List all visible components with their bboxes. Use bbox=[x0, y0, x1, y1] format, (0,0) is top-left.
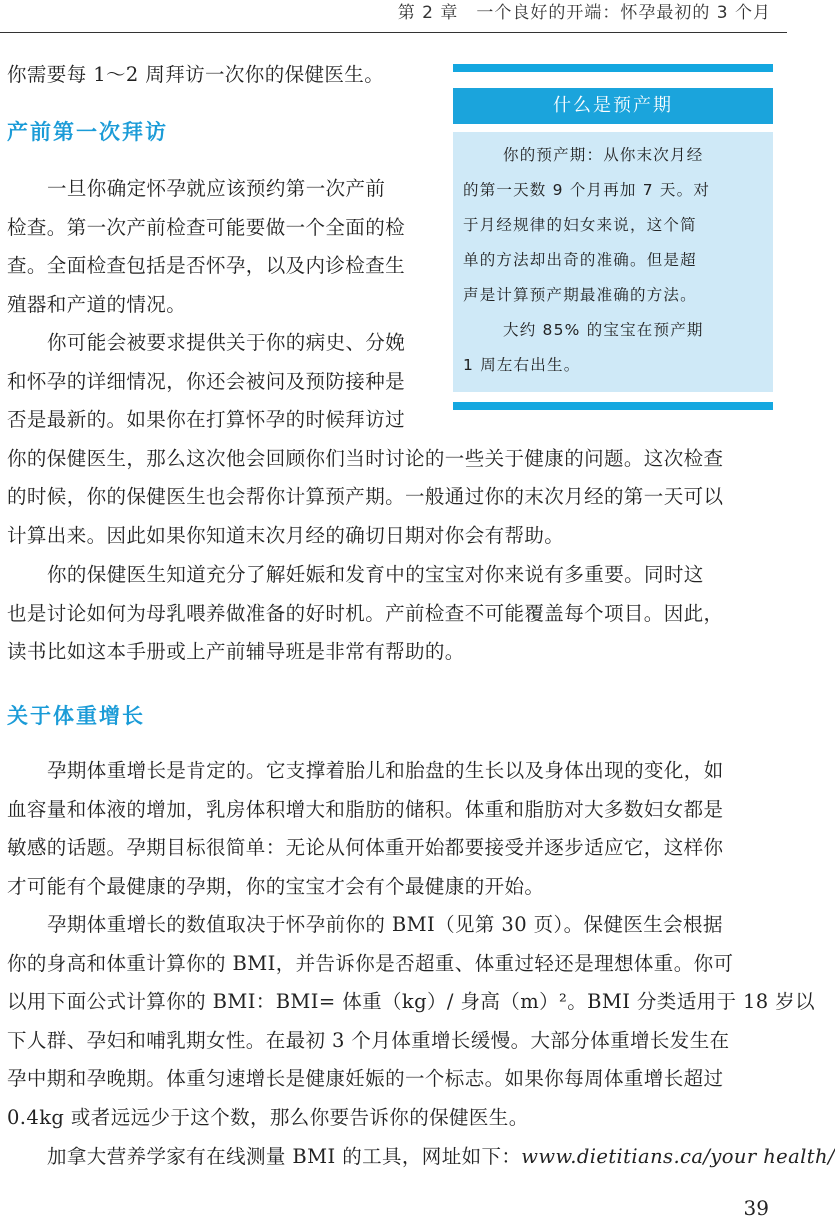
callout-body bbox=[453, 132, 773, 392]
section-heading-weight-gain: 关于体重增长 bbox=[7, 704, 145, 728]
due-date-callout bbox=[453, 64, 773, 410]
text-line: 你可能会被要求提供关于你的病史、分娩 bbox=[47, 331, 406, 354]
text-line: 一旦你确定怀孕就应该预约第一次产前 bbox=[47, 177, 386, 200]
section-heading-first-visit: 产前第一次拜访 bbox=[7, 120, 168, 144]
text-line: 血容量和体液的增加，乳房体积增大和脂肪的储积。体重和脂肪对大多数妇女都是 bbox=[7, 797, 724, 821]
paragraph-first-visit bbox=[7, 170, 405, 324]
text-line bbox=[7, 1138, 835, 1177]
callout-line: 于月经规律的妇女来说，这个简 bbox=[463, 216, 697, 234]
intro-line: 你需要每 1～2 周拜访一次你的保健医生。 bbox=[7, 63, 385, 86]
text-line: 查。全面检查包括是否怀孕，以及内诊检查生 bbox=[7, 254, 406, 277]
callout-line: 单的方法却出奇的准确。但是超 bbox=[463, 251, 697, 269]
paragraph-bmi-tool bbox=[7, 1138, 835, 1177]
text-line: 孕期体重增长的数值取决于怀孕前你的 BMI（见第 30 页）。保健医生会根据 bbox=[47, 913, 723, 936]
text-line: 敏感的话题。孕期目标很简单：无论从何体重开始都要接受并逐步适应它，这样你 bbox=[7, 836, 724, 859]
callout-line: 你的预产期：从你末次月经 bbox=[503, 146, 704, 164]
text-line: 孕中期和孕晚期。体重匀速增长是健康妊娠的一个标志。如果你每周体重增长超过 bbox=[7, 1067, 724, 1090]
text-line: 也是讨论如何为母乳喂养做准备的好时机。产前检查不可能覆盖每个项目。因此， bbox=[7, 601, 724, 625]
callout-top-bar bbox=[453, 64, 773, 72]
text-line: 读书比如这本手册或上产前辅导班是非常有帮助的。 bbox=[7, 640, 465, 663]
callout-line: 声是计算预产期最准确的方法。 bbox=[463, 286, 697, 304]
text-line: 下人群、孕妇和哺乳期女性。在最初 3 个月体重增长缓慢。大部分体重增长发生在 bbox=[7, 1028, 730, 1052]
text-line: 否是最新的。如果你在打算怀孕的时候拜访过 bbox=[7, 408, 406, 431]
callout-line: 1 周左右出生。 bbox=[463, 356, 581, 374]
paragraph-bmi bbox=[7, 906, 815, 1137]
callout-line: 大约 85% 的宝宝在预产期 bbox=[503, 321, 704, 339]
text-line: 殖器和产道的情况。 bbox=[7, 292, 187, 316]
text-line: 的时候，你的保健医生也会帮你计算预产期。一般通过你的末次月经的第一天可以 bbox=[7, 485, 724, 508]
text-line: 检查。第一次产前检查可能要做一个全面的检 bbox=[7, 215, 406, 239]
paragraph-breastfeeding bbox=[7, 556, 723, 672]
bmi-tool-text: 加拿大营养学家有在线测量 BMI 的工具，网址如下： bbox=[47, 1145, 522, 1168]
page-number: 39 bbox=[743, 1196, 769, 1220]
text-line: 你的保健医生，那么这次他会回顾你们当时讨论的一些关于健康的问题。这次检查 bbox=[7, 446, 724, 470]
callout-line: 的第一天数 9 个月再加 7 天。对 bbox=[463, 181, 711, 199]
text-line: 0.4kg 或者远远少于这个数，那么你要告诉你的保健医生。 bbox=[7, 1105, 529, 1129]
text-line: 你的保健医生知道充分了解妊娠和发育中的宝宝对你来说有多重要。同时这 bbox=[47, 563, 704, 586]
text-line: 计算出来。因此如果你知道末次月经的确切日期对你会有帮助。 bbox=[7, 523, 565, 547]
callout-bottom-bar bbox=[453, 402, 773, 410]
paragraph-weight-gain bbox=[7, 752, 724, 906]
header-rule bbox=[0, 32, 787, 33]
text-line: 才可能有个最健康的孕期，你的宝宝才会有个最健康的开始。 bbox=[7, 874, 545, 898]
text-line: 孕期体重增长是肯定的。它支撑着胎儿和胎盘的生长以及身体出现的变化，如 bbox=[47, 759, 724, 782]
dietitians-url-link[interactable]: www.dietitians.ca/your health/ bbox=[521, 1145, 835, 1168]
text-line: 以用下面公式计算你的 BMI：BMI= 体重（kg）/ 身高（m）²。BMI 分类适用于 18 岁以 bbox=[7, 990, 816, 1013]
text-line: 和怀孕的详细情况，你还会被问及预防接种是 bbox=[7, 369, 406, 393]
callout-title: 什么是预产期 bbox=[453, 88, 773, 124]
running-header: 第 2 章 一个良好的开端：怀孕最初的 3 个月 bbox=[397, 3, 771, 23]
text-line: 你的身高和体重计算你的 BMI，并告诉你是否超重、体重过轻还是理想体重。你可 bbox=[7, 951, 734, 975]
